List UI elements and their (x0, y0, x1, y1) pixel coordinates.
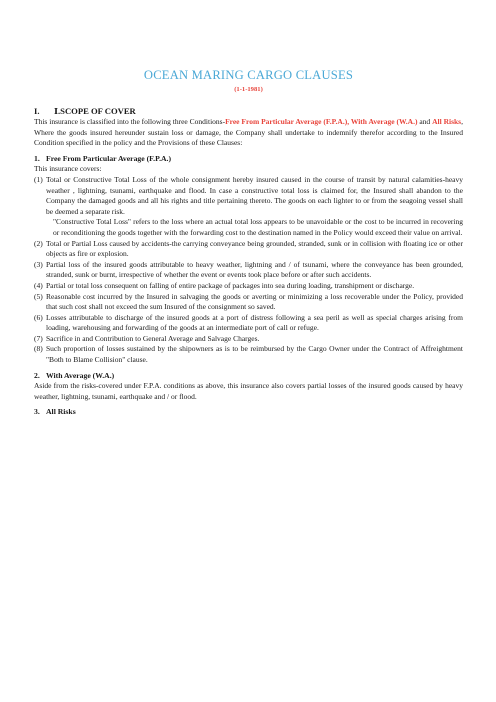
list-item (34, 292, 463, 313)
section-intro (34, 117, 463, 149)
list-item (34, 239, 463, 260)
intro-text-and: and (417, 117, 433, 126)
intro-text: This insurance is classified into the following three Conditions- (34, 117, 226, 126)
list-item (34, 344, 463, 365)
intro-text-rest: , Where the goods insured hereunder sustain loss or damage, the Company shall undertake to indemnify therefor according to the Insured Condition specified in the policy and the Provisions of these Clauses: (34, 117, 463, 148)
list-item-text: Total or Constructive Total Loss of the whole consignment hereby insured caused in the course of transit by natural calamities-heavy weather , lightning, tsunami, earthquake and flood. In case a constructive total loss is claimed for, the Insured shall abandon to the Company the damaged goods and all his rights and title pertaining thereto. The goods on each lighter to or from the seagoing vessel shall be deemed a separate risk. (46, 174, 463, 216)
list-item (34, 313, 463, 334)
list-item-text: Partial loss of the insured goods attributable to heavy weather, lightning and / of tsunami, where the conveyance has been grounded, stranded, sunk or burnt, irrespective of whether the event or events took place before or after such accidents. (46, 259, 463, 280)
list-item (34, 334, 463, 345)
list-item-text: Total or Partial Loss caused by accidents-the carrying conveyance being grounded, stranded, sunk or in collision with floating ice or other objects as fire or explosion. (46, 238, 463, 259)
list-item-text: Losses attributable to discharge of the insured goods at a port of distress following a sea peril as well as special charges arising from loading, warehousing and forwarding of the goods at an intermediate port of call or refuge. (46, 312, 463, 333)
list-item-number: (7) (34, 333, 43, 343)
subsection-heading-all-risks (34, 407, 463, 418)
list-item (34, 260, 463, 281)
list-item-number: (8) (34, 344, 43, 354)
subsection-number: 3. (34, 407, 40, 417)
section-heading (34, 106, 463, 117)
list-item-number: (1) (34, 174, 43, 184)
constructive-total-loss-note: "Constructive Total Loss" refers to the loss where an actual total loss appears to be unavoidable or the cost to be incurred in recovering or reconditioning the goods together with the forwarding cost to the destination named in the Policy would exceed their value on arrival. (53, 217, 463, 237)
list-item-number: (3) (34, 259, 43, 269)
intro-highlight-all-risks: All Risks (432, 117, 462, 126)
list-item (34, 175, 463, 217)
list-item-text: Such proportion of losses sustained by the shipowners as is to be reimbursed by the Cargo Owner under the Contract of Affreightment "Both to Blame Collision" clause. (46, 344, 463, 365)
subsection-number: 2. (34, 370, 40, 380)
fpa-lead: This insurance covers: (34, 164, 102, 174)
subsection-title: All Risks (46, 407, 76, 417)
section-title: Ⅰ.SCOPE OF COVER (54, 106, 136, 116)
document-date: (1-1-1981) (234, 86, 263, 93)
subsection-heading-fpa (34, 154, 463, 165)
wa-text: Aside from the risks-covered under F.P.A. conditions as above, this insurance also covers partial losses of the insured goods caused by heavy weather, lightning, tsunami, earthquake and / or flood. (34, 381, 463, 401)
list-item-number: (2) (34, 238, 43, 248)
subsection-title: With Average (W.A.) (46, 370, 115, 380)
list-item-text: Sacrifice in and Contribution to General Average and Salvage Charges. (46, 333, 260, 343)
subsection-number: 1. (34, 153, 40, 163)
list-item-number: (6) (34, 312, 43, 322)
intro-highlight-conditions: Free From Particular Average (F.P.A.), With Average (W.A.) (225, 117, 418, 126)
list-item-text: Reasonable cost incurred by the Insured in salvaging the goods or averting or minimizing a loss recoverable under the Policy, provided that such cost shall not exceed the sum Insured of the consignment so saved. (46, 291, 463, 312)
list-item-text: Partial or total loss consequent on falling of entire package of packages into sea during loading, transhipment or discharge. (46, 280, 415, 290)
list-item (34, 281, 463, 292)
list-item-number: (5) (34, 291, 43, 301)
subsection-heading-wa (34, 371, 463, 382)
section-number: I. (34, 106, 40, 116)
document-title: OCEAN MARING CARGO CLAUSES (143, 68, 354, 82)
list-item-number: (4) (34, 280, 43, 290)
subsection-title: Free From Particular Average (F.P.A.) (46, 153, 172, 163)
